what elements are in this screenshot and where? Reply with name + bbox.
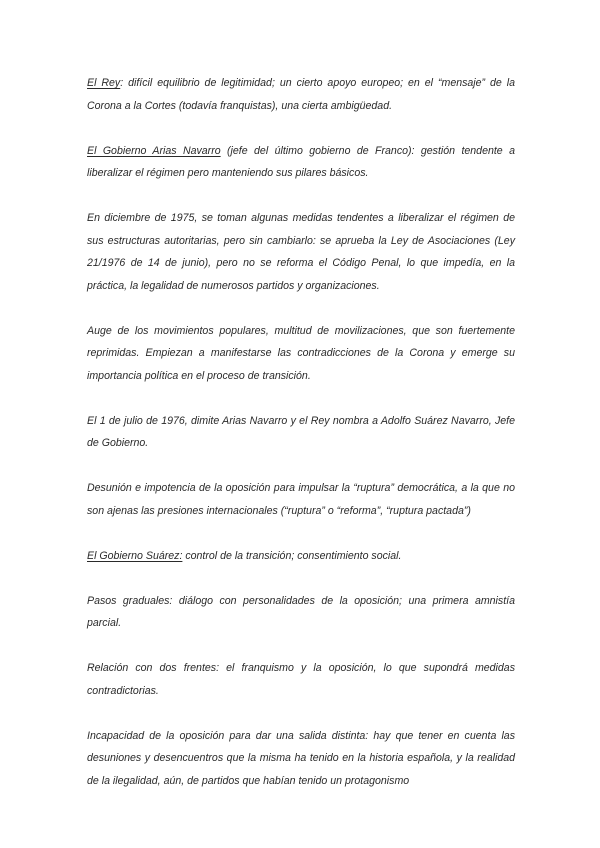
paragraph-el-rey [87, 72, 515, 117]
paragraph-text: (jefe del último gobierno de Franco): gestión tendente a liberalizar el régimen pero manteniendo sus pilares básicos. [87, 144, 515, 179]
paragraph-dimision-arias: El 1 de julio de 1976, dimite Arias Navarro y el Rey nombra a Adolfo Suárez Navarro, Jefe de Gobierno. [87, 414, 515, 449]
document-body [87, 72, 515, 815]
paragraph-auge-movimientos: Auge de los movimientos populares, multitud de movilizaciones, que son fuertemente reprimidas. Empiezan a manifestarse las contradicciones de la Corona y emerge su importancia política en el proceso de transición. [87, 324, 515, 382]
heading-el-rey: El Rey [87, 77, 121, 89]
paragraph-pasos-graduales: Pasos graduales: diálogo con personalidades de la oposición; una primera amnistía parcial. [87, 594, 515, 629]
paragraph-gobierno-suarez [87, 545, 515, 568]
paragraph-incapacidad-oposicion: Incapacidad de la oposición para dar una salida distinta: hay que tener en cuenta las desuniones y desencuentros que la misma ha tenido en la historia española, y la realidad de la ilegalidad, aún, de partidos que habían tenido un protagonismo [87, 729, 515, 787]
heading-gobierno-suarez: El Gobierno Suárez: [87, 549, 183, 562]
paragraph-text: control de la transición; consentimiento social. [182, 549, 402, 562]
paragraph-text: : difícil equilibrio de legitimidad; un cierto apoyo europeo; en el “mensaje” de la Corona a la Cortes (todavía franquistas), una cierta ambigüedad. [87, 77, 516, 112]
heading-gobierno-arias-navarro: El Gobierno Arias Navarro [87, 144, 221, 157]
paragraph-gobierno-arias-navarro [87, 140, 515, 185]
paragraph-desunion-oposicion: Desunión e impotencia de la oposición para impulsar la “ruptura” democrática, a la que no son ajenas las presiones internacionales (“ruptura” o “reforma”, “ruptura pactada”) [87, 482, 515, 517]
paragraph-diciembre-1975: En diciembre de 1975, se toman algunas medidas tendentes a liberalizar el régimen de sus estructuras autoritarias, pero sin cambiarlo: se aprueba la Ley de Asociaciones (Ley 21/1976 de 14 de junio), pero no se reforma el Código Penal, lo que impedía, en la práctica, la legalidad de numerosos partidos y organizaciones. [87, 212, 515, 292]
paragraph-relacion-frentes: Relación con dos frentes: el franquismo y la oposición, lo que supondrá medidas contradictorias. [87, 662, 515, 697]
